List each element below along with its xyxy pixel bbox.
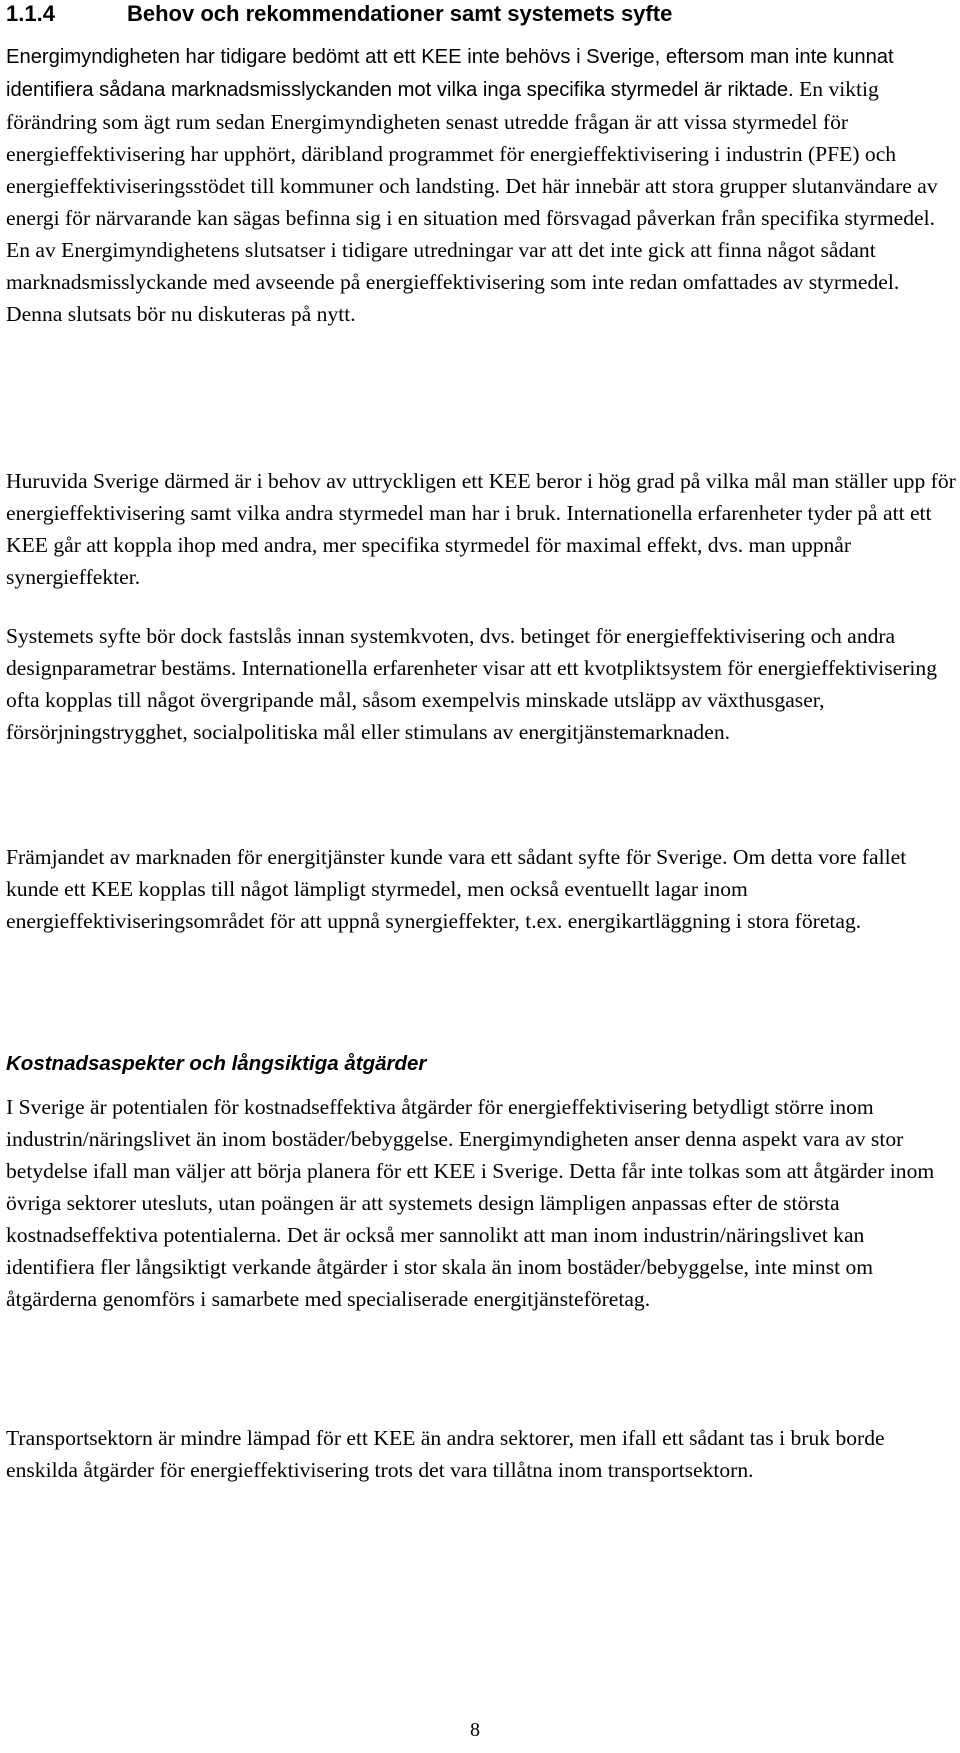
- paragraph-2: Huruvida Sverige därmed är i behov av uttryckligen ett KEE beror i hög grad på vilka mål man ställer upp för energieffektivisering samt vilka andra styrmedel man har i bruk. Internationella erfarenheter tyder på att ett KEE går att koppla ihop med andra, mer specifika styrmedel för maximal effekt, dvs. man uppnår synergieffekter.: [6, 469, 956, 589]
- section-heading: [6, 0, 946, 28]
- paragraph-6: Transportsektorn är mindre lämpad för ett KEE än andra sektorer, men ifall ett sådant tas i bruk borde enskilda åtgärder för energieffektivisering trots det vara tillåtna inom transportsektorn.: [6, 1426, 885, 1482]
- paragraph-4: Främjandet av marknaden för energitjänster kunde vara ett sådant syfte för Sverige. Om detta vore fallet kunde ett KEE kopplas till något lämpligt styrmedel, men också eventuellt lagar inom energieffektiviseringsområdet för att uppnå synergieffekter, t.ex. energikartläggning i stora företag.: [6, 845, 907, 933]
- paragraph-1: [6, 40, 956, 330]
- section-title: Behov och rekommendationer samt systemets syfte: [127, 1, 673, 26]
- paragraph-3: Systemets syfte bör dock fastslås innan systemkvoten, dvs. betinget för energieffektivisering och andra designparametrar bestäms. Internationella erfarenheter visar att ett kvotpliktsystem för energieffektivisering ofta kopplas till något övergripande mål, såsom exempelvis minskade utsläpp av växthusgaser, försörjningstrygghet, socialpolitiska mål eller stimulans av energitjänstemarknaden.: [6, 624, 937, 744]
- section-number: 1.1.4: [6, 1, 55, 26]
- paragraph-5: I Sverige är potentialen för kostnadseffektiva åtgärder för energieffektivisering betydligt större inom industrin/näringslivet än inom bostäder/bebyggelse. Energimyndigheten anser denna aspekt vara av stor betydelse ifall man väljer att börja planera för ett KEE i Sverige. Detta får inte tolkas som att åtgärder inom övriga sektorer utesluts, utan poängen är att systemets design lämpligen anpassas efter de största kostnadseffektiva potentialerna. Det är också mer sannolikt att man inom industrin/näringslivet kan identifiera fler långsiktigt verkande åtgärder i stor skala än inom bostäder/bebyggelse, inte minst om åtgärderna genomförs i samarbete med specialiserade energitjänsteföretag.: [6, 1095, 935, 1311]
- paragraph-1-body: En viktig förändring som ägt rum sedan Energimyndigheten senast utredde frågan är att vissa styrmedel för energieffektivisering har upphört, däribland programmet för energieffektivisering i industrin (PFE) och energieffektiviseringsstödet till kommuner och landsting. Det här innebär att stora grupper slutanvändare av energi för närvarande kan sägas befinna sig i en situation med försvagad påverkan från specifika styrmedel. En av Energimyndighetens slutsatser i tidigare utredningar var att det inte gick att finna något sådant marknadsmisslyckande med avseende på energieffektivisering som inte redan omfattades av styrmedel. Denna slutsats bör nu diskuteras på nytt.: [6, 77, 938, 326]
- page-number: 8: [470, 1719, 480, 1741]
- subheading: Kostnadsaspekter och långsiktiga åtgärder: [6, 1052, 427, 1075]
- paragraph-1-lead: Energimyndigheten har tidigare bedömt att ett KEE inte behövs i Sverige, eftersom man inte kunnat identifiera sådana marknadsmisslyckanden mot vilka inga specifika styrmedel är riktade.: [6, 46, 894, 101]
